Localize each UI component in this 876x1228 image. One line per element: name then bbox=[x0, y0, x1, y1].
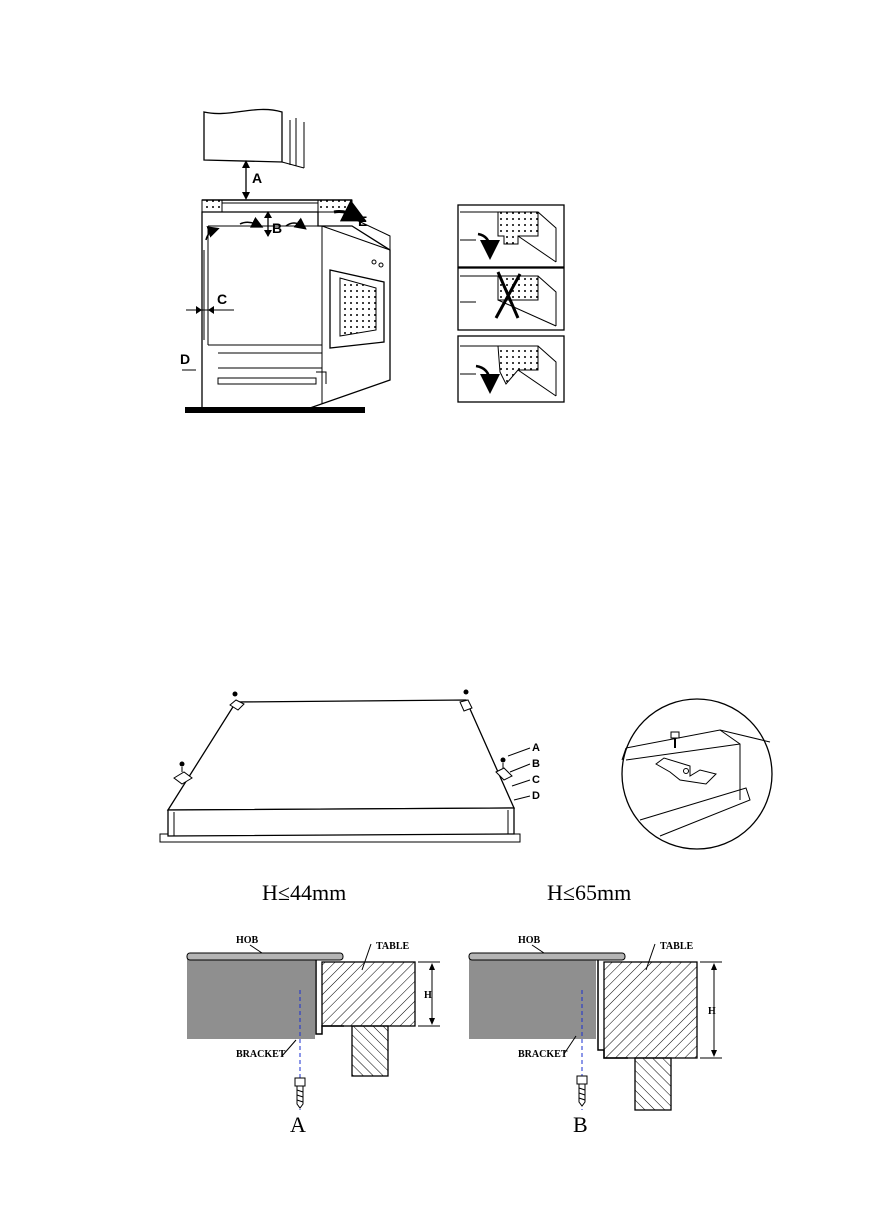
hob-top-a bbox=[187, 953, 343, 960]
table-section-b bbox=[604, 962, 697, 1058]
hob-bracket-figure bbox=[160, 690, 772, 850]
screw-b-icon bbox=[577, 1076, 587, 1106]
hob-top-surface bbox=[168, 700, 514, 810]
table-label-b: TABLE bbox=[660, 941, 694, 952]
correct-incorrect-panels bbox=[458, 205, 564, 402]
label-d: D bbox=[180, 351, 191, 367]
screw-a-icon bbox=[295, 1078, 305, 1108]
h-label-b: H bbox=[708, 1006, 716, 1017]
table-label-a: TABLE bbox=[376, 941, 410, 952]
hob-label-a: HOB bbox=[236, 935, 259, 946]
floor-line bbox=[185, 407, 365, 413]
section-view-a bbox=[187, 935, 440, 1137]
hob-label-b: HOB bbox=[518, 935, 541, 946]
hob-body-b bbox=[469, 959, 596, 1039]
exhaust-arrow-e bbox=[334, 212, 356, 217]
support-post-b bbox=[635, 1058, 671, 1110]
bracket-detail-magnifier bbox=[622, 699, 772, 849]
hob-body-a bbox=[187, 959, 315, 1039]
label-b: B bbox=[272, 220, 283, 236]
bracket-label-c: C bbox=[532, 774, 540, 786]
bracket-label-d: D bbox=[532, 790, 540, 802]
bracket-label-section-a: BRACKET bbox=[236, 1049, 286, 1060]
range-hood bbox=[204, 109, 282, 162]
cooker-clearance-figure bbox=[180, 109, 390, 413]
bracket-label-a: A bbox=[532, 742, 540, 754]
section-view-b bbox=[469, 935, 722, 1137]
hob-front-face bbox=[168, 808, 514, 836]
worktop-right bbox=[318, 200, 352, 212]
h-label-a: H bbox=[424, 990, 432, 1001]
oven-window bbox=[340, 278, 376, 336]
bracket-label-b: B bbox=[532, 758, 540, 770]
worktop-left bbox=[202, 200, 222, 212]
label-a: A bbox=[252, 170, 263, 186]
height-title-left: H≤44mm bbox=[262, 880, 347, 905]
height-title-right: H≤65mm bbox=[547, 880, 632, 905]
label-e: E bbox=[358, 213, 368, 229]
panel-incorrect-middle bbox=[458, 268, 564, 330]
hob-top-b bbox=[469, 953, 625, 960]
section-caption-b: B bbox=[573, 1112, 588, 1137]
panel-correct-top bbox=[458, 205, 564, 267]
section-caption-a: A bbox=[290, 1112, 306, 1137]
panel-correct-bottom bbox=[458, 336, 564, 402]
support-post-a bbox=[352, 1026, 388, 1076]
table-section-a bbox=[322, 962, 415, 1026]
label-c: C bbox=[217, 291, 228, 307]
bracket-label-section-b: BRACKET bbox=[518, 1049, 568, 1060]
